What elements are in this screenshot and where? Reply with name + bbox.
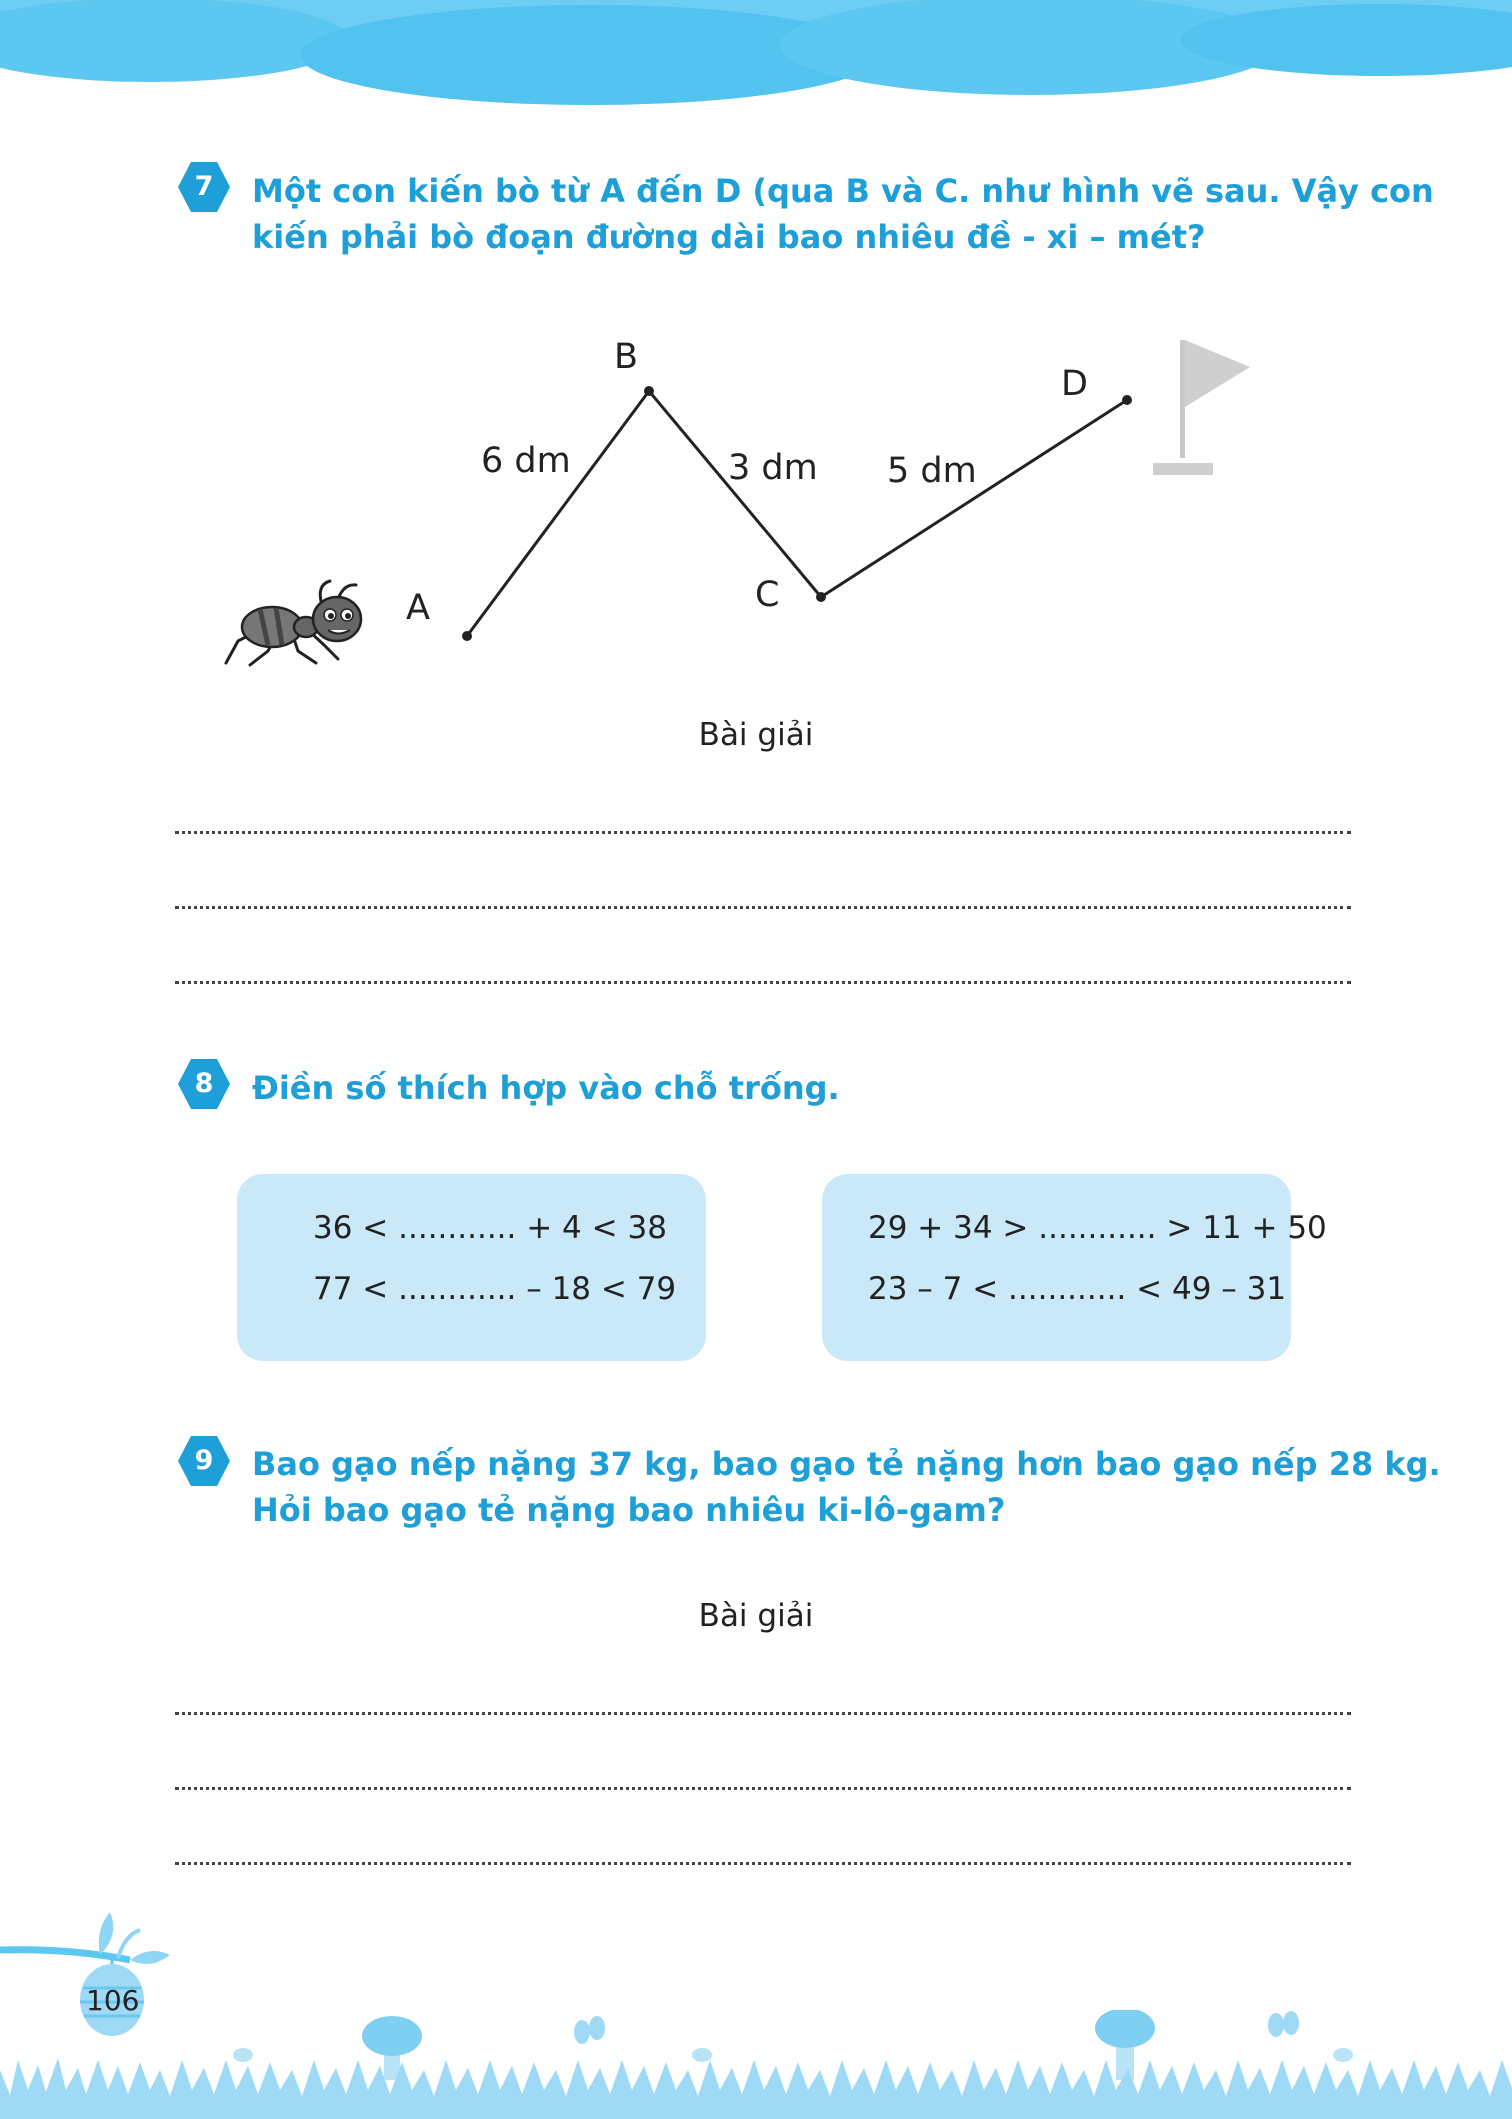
label-d: D xyxy=(1061,364,1088,404)
point-c xyxy=(816,592,826,602)
answer-line-7-2[interactable] xyxy=(175,906,1351,909)
page-number: 106 xyxy=(86,1984,140,2017)
inequality-left-2[interactable]: 77 < ............ – 18 < 79 xyxy=(313,1271,677,1307)
path-line xyxy=(467,391,1127,636)
segment-ab-length: 6 dm xyxy=(481,441,571,481)
inequality-box-right xyxy=(822,1174,1291,1361)
label-b: B xyxy=(614,337,639,377)
question-8-number: 8 xyxy=(194,1068,214,1099)
question-9-line-2: Hỏi bao gạo tẻ nặng bao nhiêu ki-lô-gam? xyxy=(252,1491,1006,1529)
question-9-badge xyxy=(177,1434,231,1488)
question-7-line-1: Một con kiến bò từ A đến D (qua B và C. như hình vẽ sau. Vậy con xyxy=(252,172,1434,210)
solution-heading-7: Bài giải xyxy=(698,717,814,753)
segment-cd-length: 5 dm xyxy=(887,451,977,491)
answer-line-7-3[interactable] xyxy=(175,981,1351,984)
ant-icon xyxy=(220,575,380,670)
question-8-line-1: Điền số thích hợp vào chỗ trống. xyxy=(252,1069,840,1107)
sky-banner xyxy=(0,0,1512,110)
point-d xyxy=(1122,395,1132,405)
label-c: C xyxy=(755,575,780,615)
inequality-right-2[interactable]: 23 – 7 < ............ < 49 – 31 xyxy=(868,1271,1287,1307)
question-9-line-1: Bao gạo nếp nặng 37 kg, bao gạo tẻ nặng hơn bao gạo nếp 28 kg. xyxy=(252,1445,1441,1483)
grass-footer xyxy=(0,2010,1512,2119)
label-a: A xyxy=(406,588,430,628)
inequality-box-left xyxy=(237,1174,706,1361)
question-7-badge xyxy=(177,160,231,214)
question-7-number: 7 xyxy=(194,171,214,202)
butterfly-icon xyxy=(574,2011,1299,2044)
question-9-number: 9 xyxy=(194,1445,214,1476)
answer-line-9-1[interactable] xyxy=(175,1712,1351,1715)
answer-line-9-2[interactable] xyxy=(175,1787,1351,1790)
point-a xyxy=(462,631,472,641)
answer-line-9-3[interactable] xyxy=(175,1862,1351,1865)
flag-icon xyxy=(1150,335,1250,480)
point-b xyxy=(644,386,654,396)
question-8-badge xyxy=(177,1057,231,1111)
answer-line-7-1[interactable] xyxy=(175,831,1351,834)
solution-heading-9: Bài giải xyxy=(698,1598,814,1634)
inequality-right-1[interactable]: 29 + 34 > ............ > 11 + 50 xyxy=(868,1210,1327,1246)
question-7-line-2: kiến phải bò đoạn đường dài bao nhiêu đề - xi – mét? xyxy=(252,218,1206,256)
inequality-left-1[interactable]: 36 < ............ + 4 < 38 xyxy=(313,1210,667,1246)
segment-bc-length: 3 dm xyxy=(728,448,818,488)
